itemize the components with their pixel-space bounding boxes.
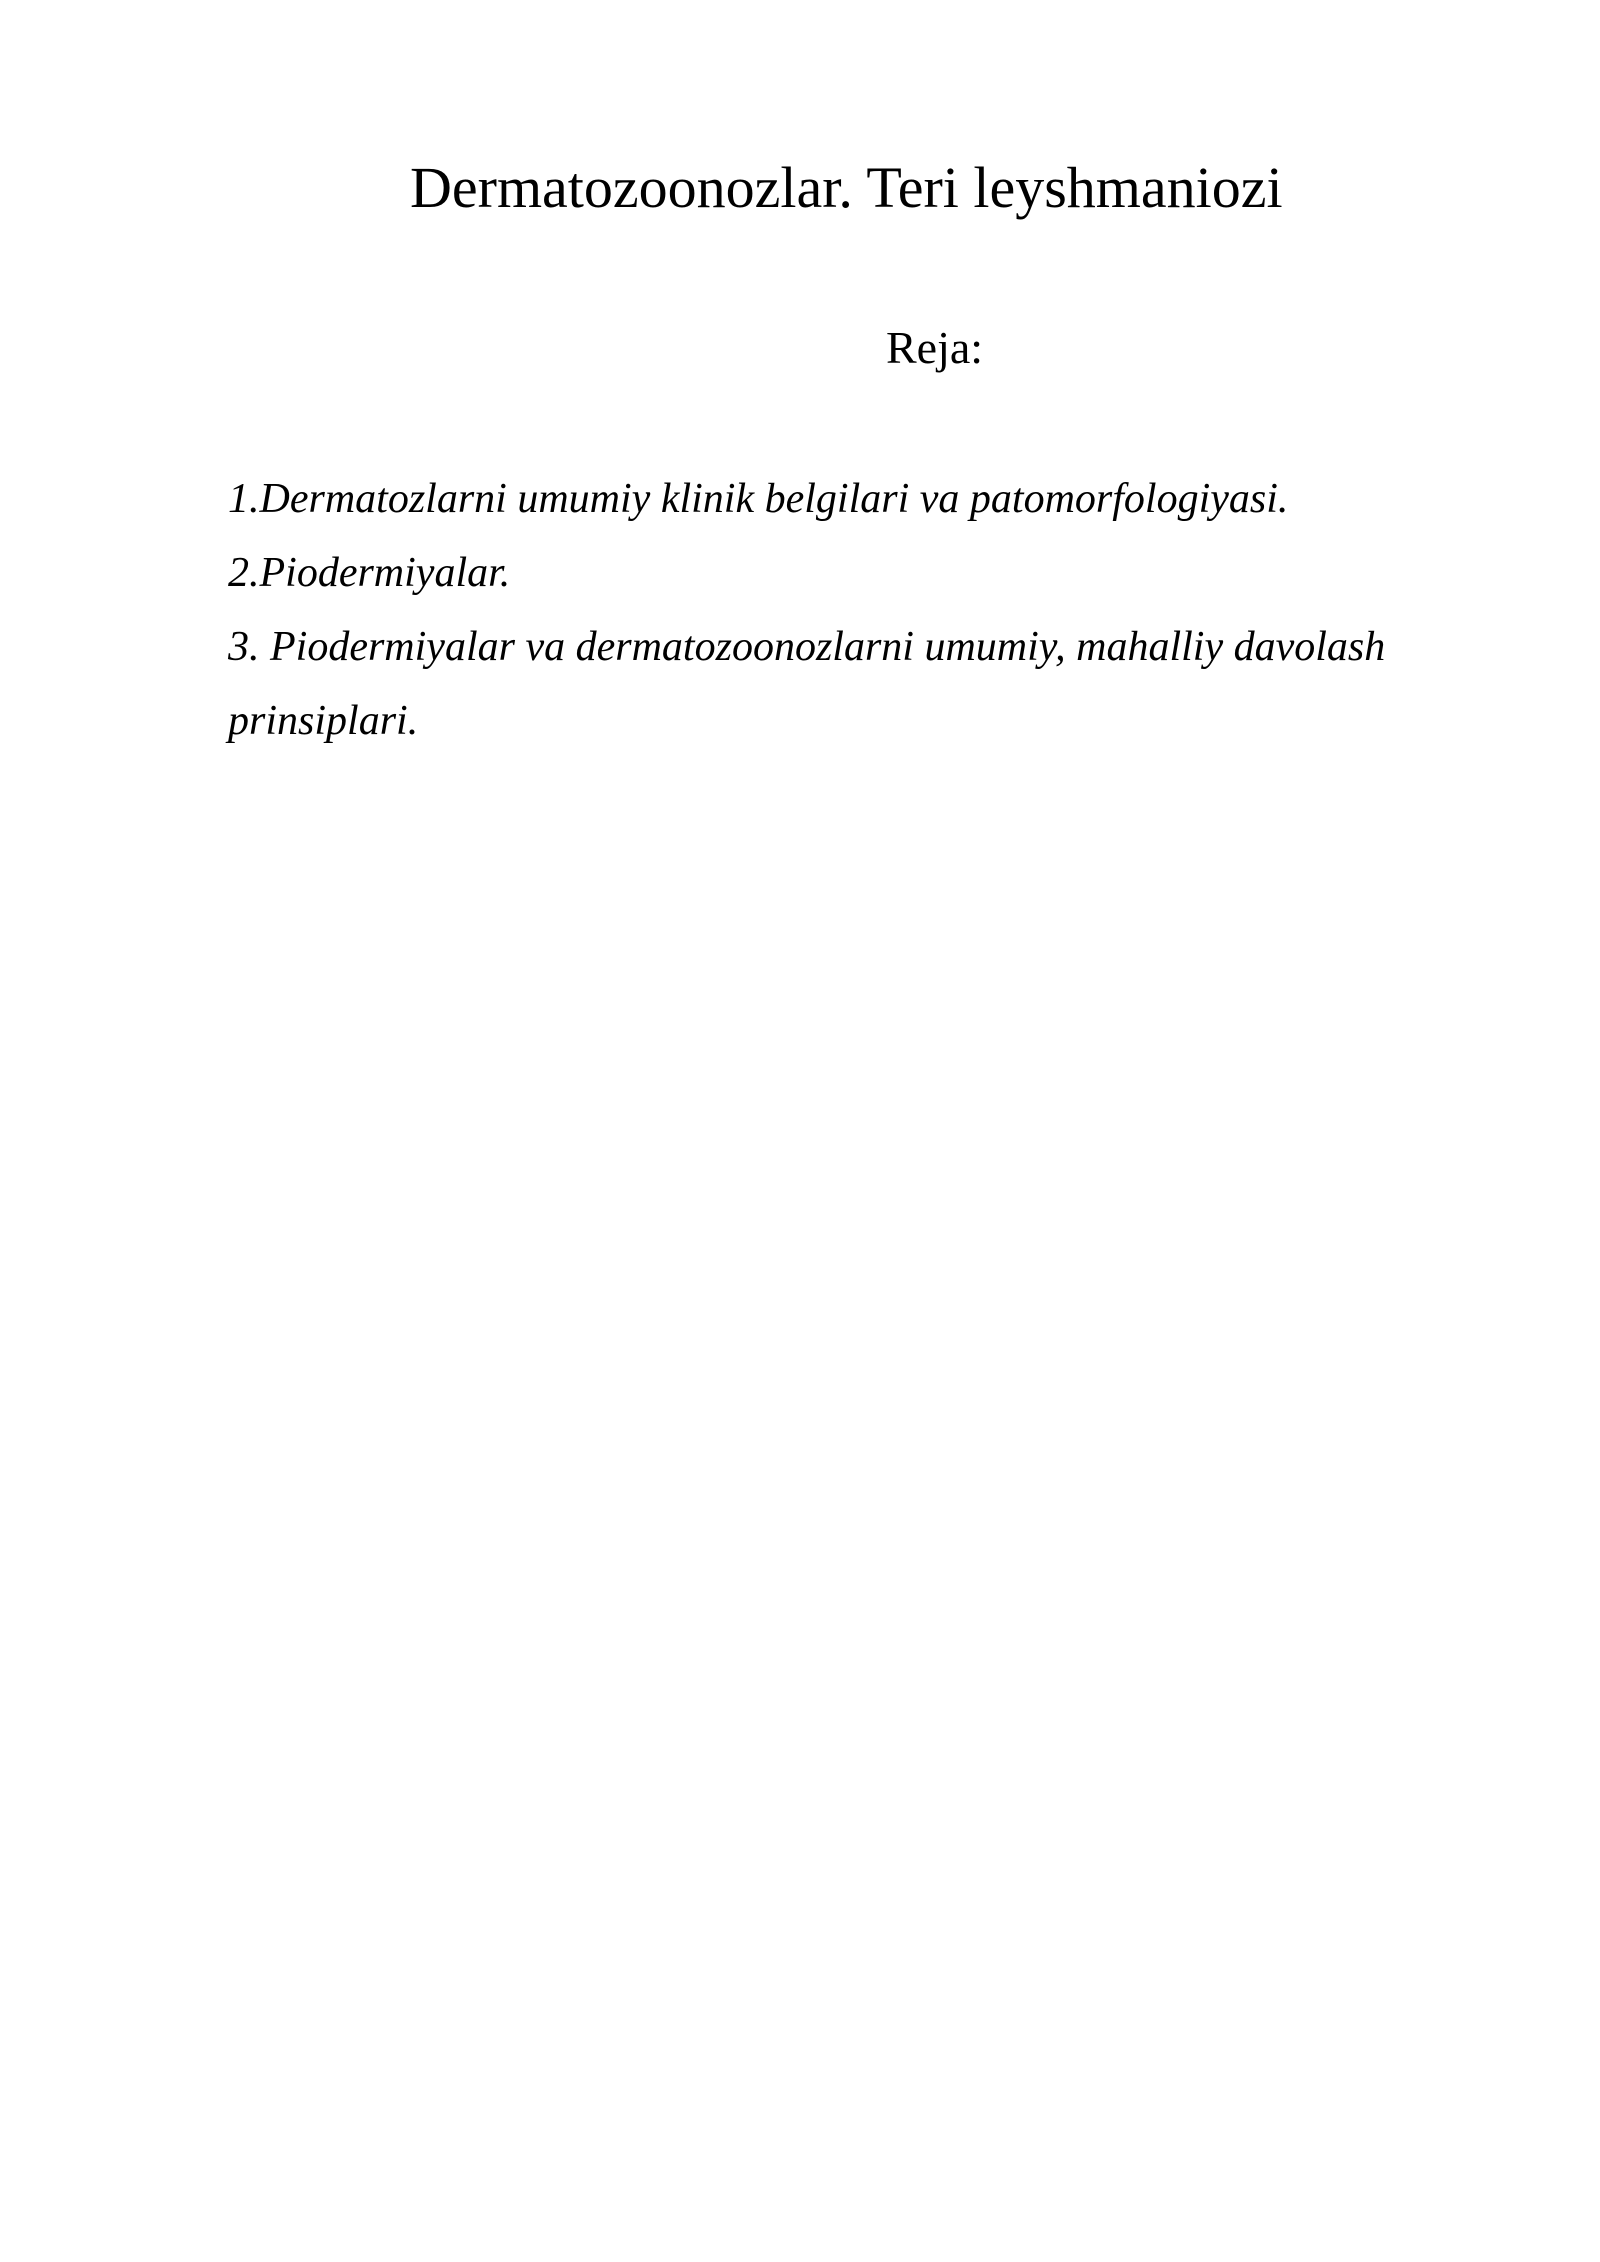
plan-item-1: 1.Dermatozlarni umumiy klinik belgilari va patomorfologiyasi. (228, 476, 1289, 522)
plan-heading: Reja: (886, 322, 984, 373)
plan-list (228, 462, 1448, 758)
document-title: Dermatozoonozlar. Teri leyshmaniozi (410, 155, 1283, 220)
plan-item-3: 3. Piodermiyalar va dermatozoonozlarni umumiy, mahalliy davolash prinsiplari. (228, 624, 1386, 744)
plan-item-2: 2.Piodermiyalar. (228, 550, 511, 596)
